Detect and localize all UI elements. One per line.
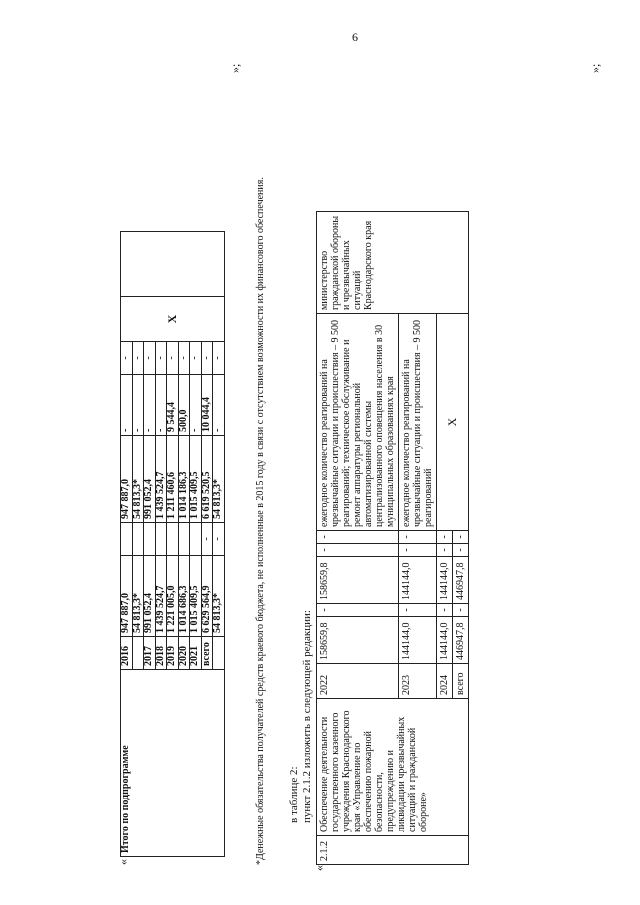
amount-cell: 500,0	[178, 375, 190, 436]
year-cell: 2019	[167, 637, 179, 670]
amount-cell: 991 052,4	[144, 436, 156, 523]
amount-cell: -	[121, 375, 133, 436]
amount-cell: -	[144, 342, 156, 375]
amount-cell: -	[437, 544, 453, 557]
responsible-organization: министерство гражданской обороны и чрезвычайных ситуаций Краснодарского края	[317, 212, 469, 314]
amount-cell: 144144,0	[437, 557, 453, 604]
page-number: 6	[352, 30, 358, 44]
rotated-page-content	[20, 5, 620, 885]
item-2-1-2-table	[316, 211, 469, 865]
amount-cell: -	[132, 342, 144, 375]
quote-open-1: «	[116, 859, 130, 865]
amount-cell: -	[399, 544, 437, 557]
amount-cell: -	[201, 523, 213, 556]
year-cell	[213, 637, 225, 670]
year-cell: 2023	[399, 664, 437, 699]
amount-cell: 446947,8	[453, 557, 469, 604]
amount-cell: 1 015 409,5	[190, 436, 202, 523]
intro-line-2: пункт 2.1.2 изложить в следующей редакции:	[301, 610, 313, 823]
year-cell: 2016	[121, 637, 133, 670]
amount-cell	[178, 523, 190, 556]
quote-close-2: »;	[588, 63, 602, 73]
item-description: Обеспечение деятельности государственного казенного учреждения Краснодарского края «Управление по обеспечению пожарной безопасности, предупреждению и ликвидации чрезвычайных ситуаций и гражданской обороне»	[317, 699, 469, 836]
amount-cell: 54 813,3*	[132, 556, 144, 637]
subprogram-totals-table	[120, 231, 225, 857]
amount-cell: -	[144, 375, 156, 436]
year-cell: всего	[201, 637, 213, 670]
amount-cell: -	[201, 342, 213, 375]
amount-cell: 54 813,3*	[213, 436, 225, 523]
table-row	[317, 212, 399, 865]
year-cell: 2017	[144, 637, 156, 670]
amount-cell: -	[399, 531, 437, 544]
year-cell: 2024	[437, 664, 453, 699]
amount-cell: 6 619 520,5	[201, 436, 213, 523]
amount-cell: -	[399, 604, 437, 617]
x-mark: X	[121, 297, 225, 342]
amount-cell	[121, 523, 133, 556]
amount-cell: 1 221 005,0	[167, 556, 179, 637]
amount-cell: 144144,0	[399, 617, 437, 664]
amount-cell: 446947,8	[453, 617, 469, 664]
amount-cell: 1 439 524,7	[155, 436, 167, 523]
amount-cell: 6 629 564,9	[201, 556, 213, 637]
amount-cell	[132, 523, 144, 556]
amount-cell: 54 813,3*	[132, 436, 144, 523]
result-cell: ежегодное количество реагирований на чрезвычайные ситуации и происшествия – 9 500 реагирований; техническое обслуживание и ремонт аппаратуры региональной автоматизированной системы централизованного оповещения населения в 30 муниципальных образованиях края	[317, 314, 399, 531]
amount-cell: 9 544,4	[167, 375, 179, 436]
amount-cell: -	[190, 342, 202, 375]
amount-cell: 1 211 460,6	[167, 436, 179, 523]
empty-cell	[121, 232, 225, 297]
amount-cell: -	[317, 544, 399, 557]
amount-cell: -	[190, 375, 202, 436]
result-cell: ежегодное количество реагирований на чрезвычайные ситуации и происшествия – 9 500 реагирований	[399, 314, 437, 531]
year-cell: 2018	[155, 637, 167, 670]
amount-cell: 1 014 186,3	[178, 436, 190, 523]
amount-cell: 144144,0	[399, 557, 437, 604]
footnote: *Денежные обязательства получателей средств краевого бюджета, не исполненные в 2015 году в связи с отсутствием возможности их финансового обеспечения.	[255, 177, 266, 865]
amount-cell: 1 439 524,7	[155, 556, 167, 637]
amount-cell: 1 015 409,5	[190, 556, 202, 637]
amount-cell: 158659,8	[317, 557, 399, 604]
year-cell: всего	[453, 664, 469, 699]
amount-cell: 158659,8	[317, 617, 399, 664]
item-number: 2.1.2	[317, 836, 469, 865]
amount-cell: 1 014 686,3	[178, 556, 190, 637]
subprogram-total-label: Итого по подпрограмме	[121, 670, 225, 857]
amount-cell: -	[155, 375, 167, 436]
amount-cell: -	[437, 531, 453, 544]
amount-cell: 144144,0	[437, 617, 453, 664]
amount-cell: -	[317, 604, 399, 617]
amount-cell	[144, 523, 156, 556]
amount-cell: 991 052,4	[144, 556, 156, 637]
amount-cell: 947 887,0	[121, 556, 133, 637]
amount-cell: -	[121, 342, 133, 375]
intro-line-1: в таблице 2:	[288, 766, 300, 823]
table-row	[121, 232, 133, 857]
amount-cell: -	[178, 342, 190, 375]
amount-cell: -	[453, 531, 469, 544]
amount-cell: -	[453, 544, 469, 557]
amount-cell	[155, 523, 167, 556]
amount-cell: -	[132, 375, 144, 436]
quote-close-1: »;	[228, 63, 242, 73]
year-cell: 2022	[317, 664, 399, 699]
year-cell	[132, 637, 144, 670]
year-cell: 2020	[178, 637, 190, 670]
amount-cell	[190, 523, 202, 556]
amount-cell: -	[437, 604, 453, 617]
amount-cell: 947 887,0	[121, 436, 133, 523]
amount-cell	[167, 523, 179, 556]
amount-cell: -	[213, 342, 225, 375]
amount-cell: -	[155, 342, 167, 375]
amount-cell: -	[317, 531, 399, 544]
amount-cell: -	[453, 604, 469, 617]
amount-cell: 10 044,4	[201, 375, 213, 436]
quote-open-2: «	[312, 865, 326, 871]
year-cell: 2021	[190, 637, 202, 670]
amount-cell: -	[213, 523, 225, 556]
amount-cell: -	[213, 375, 225, 436]
amount-cell: 54 813,3*	[213, 556, 225, 637]
x-mark: X	[437, 314, 469, 531]
amount-cell: -	[167, 342, 179, 375]
